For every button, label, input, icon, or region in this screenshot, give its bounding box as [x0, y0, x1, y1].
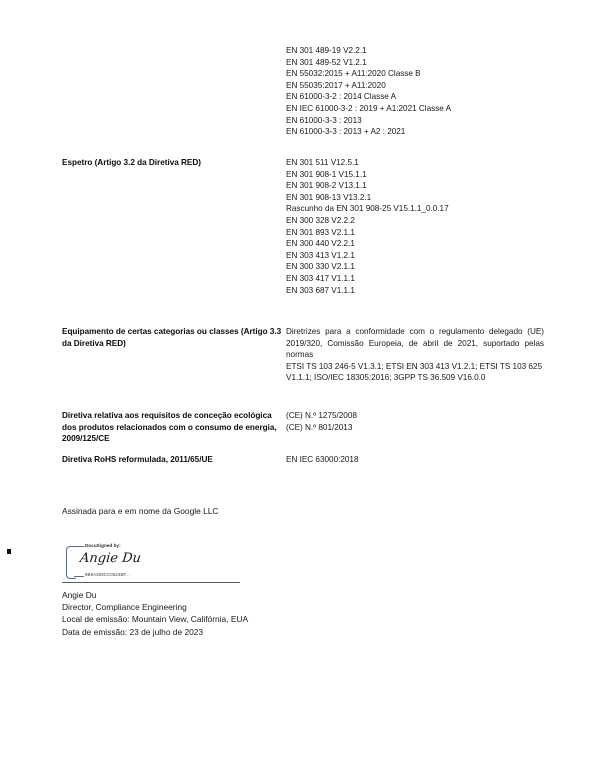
- standard-item: EN 61000-3-2 : 2014 Classe A: [286, 92, 397, 102]
- table-row-spectrum: [62, 157, 544, 296]
- standard-item: EN 301 908-13 V13.2.1: [286, 192, 372, 202]
- signer-name: Angie Du: [62, 590, 97, 600]
- row-label-standards: [62, 45, 286, 138]
- row-value-spectrum: [286, 157, 544, 296]
- row-label-line: ecológica dos produtos relacionados com o: [62, 411, 272, 432]
- issue-place: Local de emissão: Mountain View, Califórnia, EUA: [62, 614, 249, 625]
- signature-line: [62, 582, 240, 583]
- standard-item: EN 300 328 V2.2.2: [286, 215, 355, 225]
- row-value-categories: [286, 326, 544, 384]
- standard-item: EN IEC 61000-3-2 : 2019 + A1:2021 Classe A: [286, 103, 452, 113]
- table-row-rohs: [62, 454, 544, 466]
- signer-details: [62, 589, 248, 638]
- docusign-envelope-hash: 9B9A308CC0524BF...: [85, 572, 130, 577]
- standard-item: EN 300 440 V2.2.1: [286, 239, 355, 249]
- standard-item: EN 300 330 V2.1.1: [286, 262, 355, 272]
- row-value-standards: [286, 45, 544, 138]
- docusign-bracket-bottom-icon: [74, 576, 84, 577]
- standard-item: EN 303 413 V1.2.1: [286, 250, 355, 260]
- standard-item: EN 301 489-52 V1.2.1: [286, 57, 367, 67]
- table-row-ecodesign: [62, 410, 544, 445]
- margin-tick-mark: [7, 549, 11, 554]
- standard-item: EN 55035:2017 + A11:2020: [286, 80, 386, 90]
- handwritten-signature: Angie Du: [79, 551, 142, 566]
- standard-item: EN 303 417 V1.1.1: [286, 273, 355, 283]
- standard-item: EN 301 908-1 V15.1.1: [286, 169, 367, 179]
- category-paragraph: ETSI TS 103 246-5 V1.3.1; ETSI EN 303 413 V1.2.1; ETSI TS 103 625 V1.1.1; ISO/IEC 18305:2016; 3GPP TS 36.509 V16.0.0: [286, 361, 543, 383]
- standard-item: EN 301 511 V12.5.1: [286, 158, 359, 167]
- signed-for-text: Assinada para e em nome da Google LLC: [62, 506, 219, 516]
- standard-item: EN 303 687 V1.1.1: [286, 285, 355, 295]
- docusign-stamp: [66, 543, 178, 581]
- standard-item: EN 55032:2015 + A11:2020 Classe B: [286, 69, 421, 79]
- signer-title: Director, Compliance Engineering: [62, 602, 187, 613]
- row-label-line: consumo de energia, 2009/125/CE: [62, 422, 277, 444]
- regulation-item: (CE) N.º 801/2013: [286, 422, 353, 432]
- standard-item: EN 301 893 V2.1.1: [286, 227, 355, 237]
- row-label-categories: [62, 326, 286, 384]
- standard-item: EN 61000-3-3 : 2013: [286, 115, 362, 125]
- docusign-bracket-top-icon: [74, 546, 84, 547]
- issue-date: Data de emissão: 23 de julho de 2023: [62, 626, 204, 637]
- standard-item: Rascunho da EN 301 908-25 V15.1.1_0.0.17: [286, 204, 449, 214]
- row-label-line: Diretiva relativa aos requisitos de conceção: [62, 411, 232, 420]
- category-paragraph: Diretrizes para a conformidade com o regulamento delegado (UE) 2019/320, Comissão Europeia, de abril de 2021, suportado pelas normas: [286, 327, 544, 360]
- standard-item: EN IEC 63000:2018: [286, 455, 359, 464]
- row-value-ecodesign: [286, 410, 544, 445]
- docusign-bracket-icon: [66, 546, 76, 579]
- row-label-line: Equipamento de certas categorias ou classes: [62, 327, 239, 336]
- standard-item: EN 301 908-2 V13.1.1: [286, 181, 367, 191]
- row-label-spectrum: Espetro (Artigo 3.2 da Diretiva RED): [62, 158, 201, 167]
- table-row-categories: [62, 326, 544, 384]
- table-row-standards: [62, 45, 544, 138]
- row-label-rohs: Diretiva RoHS reformulada, 2011/65/UE: [62, 455, 213, 464]
- docusign-label: DocuSigned by:: [85, 543, 121, 548]
- row-label-ecodesign: [62, 410, 286, 445]
- standard-item: EN 61000-3-3 : 2013 + A2 : 2021: [286, 127, 406, 137]
- row-value-rohs: [286, 454, 544, 466]
- regulation-item: (CE) N.º 1275/2008: [286, 411, 357, 420]
- standard-item: EN 301 489-19 V2.2.1: [286, 46, 367, 55]
- row-label-line: (Artigo 3.3 da Diretiva RED): [62, 327, 282, 348]
